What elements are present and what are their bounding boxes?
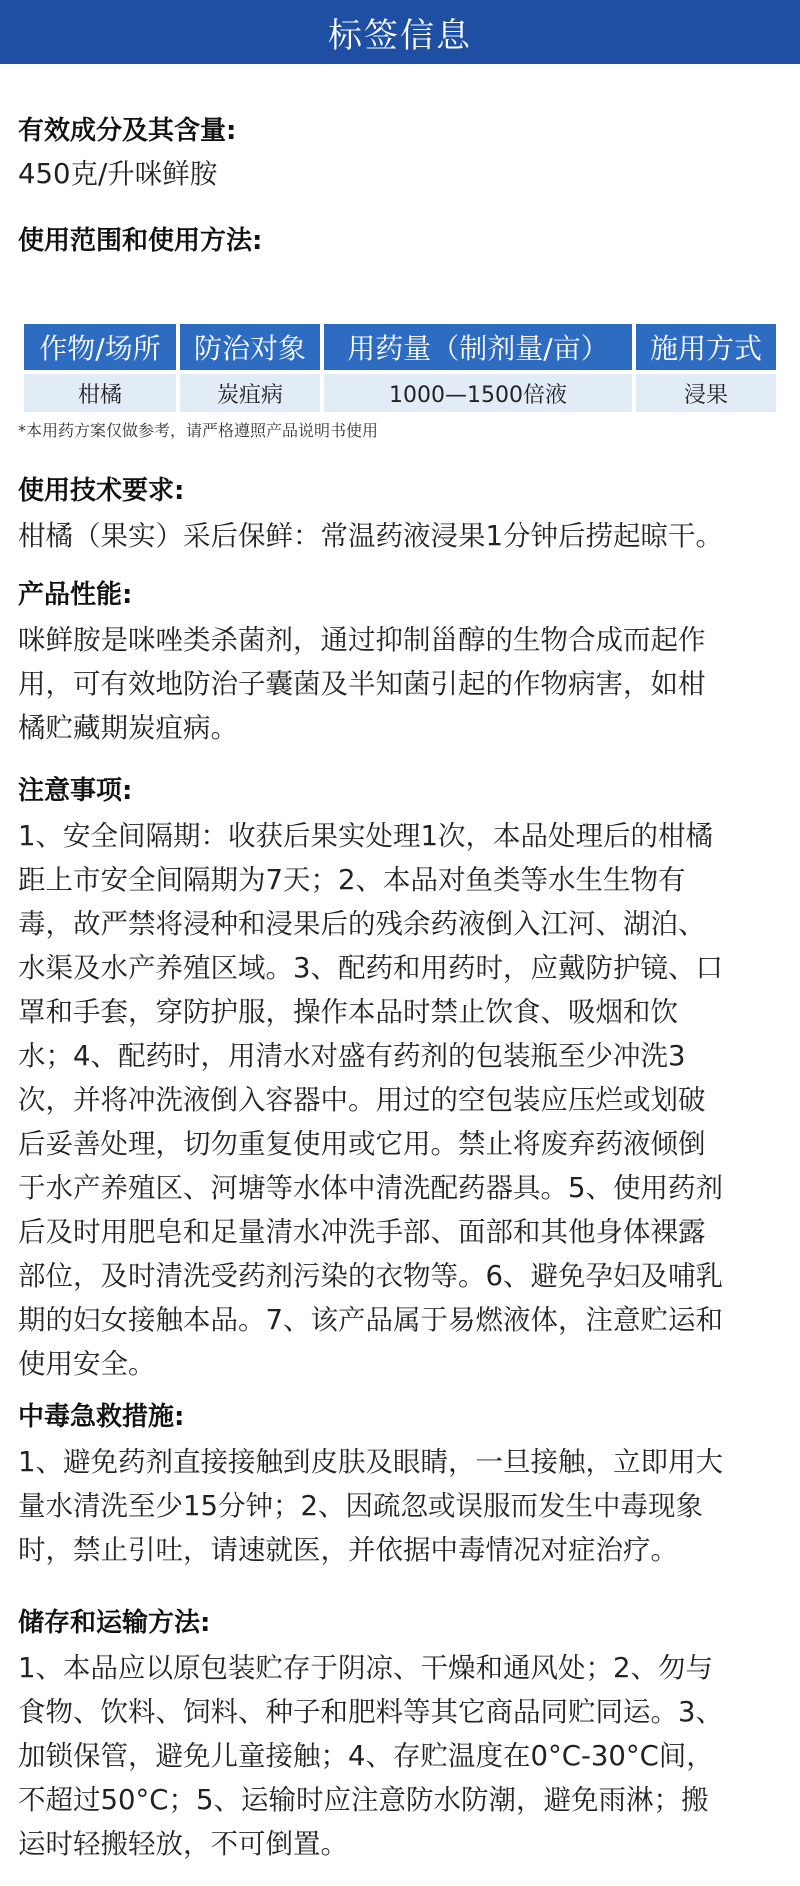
table-cell-dosage: 1000—1500倍液	[324, 374, 632, 412]
tech-heading: 使用技术要求:	[18, 476, 185, 506]
precautions-line: 毒，故严禁将浸种和浸果后的残余药液倒入江河、湖泊、	[18, 908, 706, 940]
firstaid-line: 时，禁止引吐，请速就医，并依据中毒情况对症治疗。	[18, 1534, 678, 1566]
table-header-method: 施用方式	[636, 324, 776, 370]
storage-section	[18, 1606, 782, 1866]
performance-line: 咪鲜胺是咪唑类杀菌剂，通过抑制甾醇的生物合成而起作	[18, 624, 706, 656]
precautions-line: 期的妇女接触本品。7、该产品属于易燃液体，注意贮运和	[18, 1304, 723, 1336]
precautions-line: 后及时用肥皂和足量清水冲洗手部、面部和其他身体裸露	[18, 1216, 706, 1248]
performance-line: 用，可有效地防治子囊菌及半知菌引起的作物病害，如柑	[18, 668, 706, 700]
table-cell-target: 炭疽病	[180, 374, 320, 412]
precautions-line: 罩和手套，穿防护服，操作本品时禁止饮食、吸烟和饮	[18, 996, 678, 1028]
table-cell-method: 浸果	[636, 374, 776, 412]
ingredients-section	[18, 114, 236, 196]
storage-line: 不超过50°C；5、运输时应注意防水防潮，避免雨淋；搬	[18, 1784, 709, 1816]
firstaid-line: 1、避免药剂直接接触到皮肤及眼睛，一旦接触，立即用大	[18, 1446, 723, 1478]
performance-section	[18, 578, 782, 750]
table-row	[24, 374, 776, 412]
precautions-heading: 注意事项:	[18, 776, 133, 806]
table-header-dosage: 用药量（制剂量/亩）	[324, 324, 632, 370]
table-header-target: 防治对象	[180, 324, 320, 370]
performance-heading: 产品性能:	[18, 580, 133, 610]
ingredients-heading: 有效成分及其含量:	[18, 116, 237, 146]
storage-line: 加锁保管，避免儿童接触；4、存贮温度在0°C-30°C间，	[18, 1740, 714, 1772]
precautions-line: 水；4、配药时，用清水对盛有药剂的包装瓶至少冲洗3	[18, 1040, 686, 1072]
firstaid-section	[18, 1400, 782, 1572]
usage-section	[18, 224, 262, 258]
precautions-line: 后妥善处理，切勿重复使用或它用。禁止将废弃药液倾倒	[18, 1128, 706, 1160]
firstaid-heading: 中毒急救措施:	[18, 1402, 185, 1432]
precautions-line: 使用安全。	[18, 1348, 156, 1380]
page-title: 标签信息	[328, 15, 472, 56]
precautions-line: 距上市安全间隔期为7天；2、本品对鱼类等水生生物有	[18, 864, 686, 896]
storage-heading: 储存和运输方法:	[18, 1608, 211, 1638]
precautions-line: 于水产养殖区、河塘等水体中清洗配药器具。5、使用药剂	[18, 1172, 723, 1204]
table-cell-crop: 柑橘	[24, 374, 176, 412]
tech-section	[18, 474, 782, 558]
ingredients-value: 450克/升咪鲜胺	[18, 158, 218, 190]
firstaid-line: 量水清洗至少15分钟；2、因疏忽或误服而发生中毒现象	[18, 1490, 703, 1522]
storage-line: 运时轻搬轻放，不可倒置。	[18, 1828, 348, 1860]
storage-line: 食物、饮料、饲料、种子和肥料等其它商品同贮同运。3、	[18, 1696, 723, 1728]
table-header-row	[24, 324, 776, 370]
usage-heading: 使用范围和使用方法:	[18, 226, 263, 256]
precautions-line: 次，并将冲洗液倒入容器中。用过的空包装应压烂或划破	[18, 1084, 706, 1116]
precautions-line: 水渠及水产养殖区域。3、配药和用药时，应戴防护镜、口	[18, 952, 723, 984]
precautions-section	[18, 774, 782, 1386]
usage-table	[20, 320, 780, 416]
precautions-line: 1、安全间隔期：收获后果实处理1次，本品处理后的柑橘	[18, 820, 713, 852]
performance-line: 橘贮藏期炭疽病。	[18, 712, 238, 744]
disclaimer-note: *本用药方案仅做参考，请严格遵照产品说明书使用	[18, 421, 379, 440]
precautions-line: 部位，及时清洗受药剂污染的衣物等。6、避免孕妇及哺乳	[18, 1260, 723, 1292]
storage-line: 1、本品应以原包装贮存于阴凉、干燥和通风处；2、勿与	[18, 1652, 713, 1684]
header-bar	[0, 0, 800, 64]
table-header-crop: 作物/场所	[24, 324, 176, 370]
tech-line: 柑橘（果实）采后保鲜：常温药液浸果1分钟后捞起晾干。	[18, 520, 723, 552]
